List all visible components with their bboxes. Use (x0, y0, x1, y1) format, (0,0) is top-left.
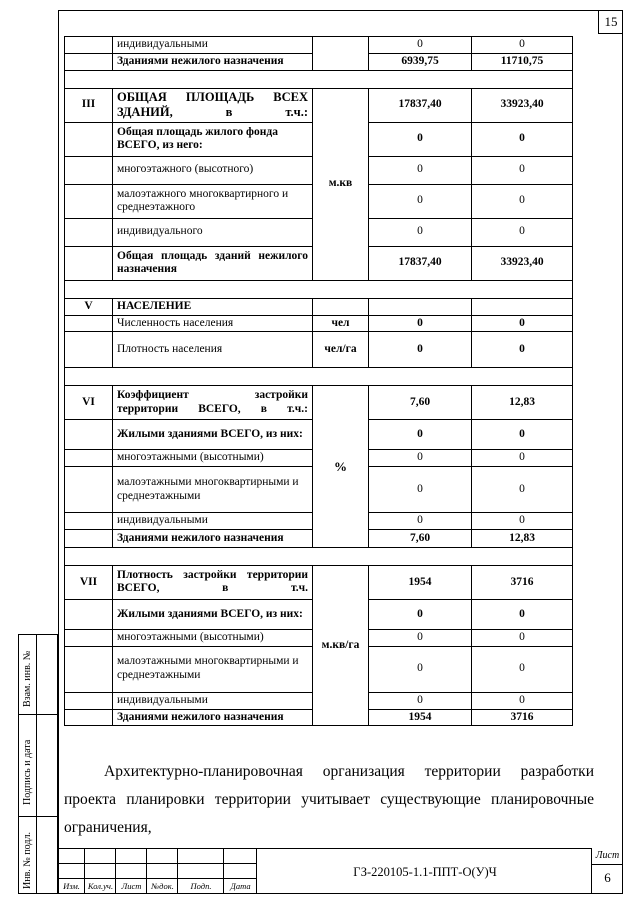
table-row: VI Коэффициент застройки территории ВСЕГО, в т.ч.: % 7,60 12,83 (65, 386, 573, 420)
inv-podl-label: Инв. № подл. (22, 832, 33, 889)
sheet-number-bottom: 6 (604, 870, 611, 885)
table-row: индивидуальными 0 0 (65, 513, 573, 530)
table-row: индивидуальными 0 0 (65, 37, 573, 54)
side-stamp (18, 634, 58, 894)
table-row: Численность населения чел 0 0 (65, 315, 573, 332)
spacer-row (65, 547, 573, 565)
sheet-number-top: 15 (598, 10, 623, 34)
kol-label: Кол.уч. (87, 881, 114, 891)
vzam-inv-label: Взам. инв. № (22, 650, 33, 707)
table-row: индивидуальными 0 0 (65, 692, 573, 709)
table-row: Общая площадь жилого фонда ВСЕГО, из него: 0 0 (65, 122, 573, 156)
spacer-row (65, 70, 573, 88)
table-row: Жилыми зданиями ВСЕГО, из них: 0 0 (65, 599, 573, 629)
list-label: Лист (121, 881, 142, 891)
document-code: ГЗ-220105-1.1-ППТ-О(У)Ч (353, 865, 497, 879)
signature-date-label: Подпись и дата (22, 739, 33, 805)
table-row: Зданиями нежилого назначения 1954 3716 (65, 709, 573, 726)
podp-label: Подп. (190, 881, 212, 891)
table-row: VII Плотность застройки территории ВСЕГО, в т.ч. м.кв/га 1954 3716 (65, 565, 573, 599)
table-row: многоэтажного (высотного) 0 0 (65, 156, 573, 184)
table-row: индивидуального 0 0 (65, 218, 573, 246)
table-row: малоэтажного многоквартирного и среднеэтажного 0 0 (65, 184, 573, 218)
table-row: Общая площадь зданий нежилого назначения 17837,40 33923,40 (65, 246, 573, 280)
table-row: Зданиями нежилого назначения 7,60 12,83 (65, 529, 573, 547)
spacer-row (65, 280, 573, 298)
table-row: III ОБЩАЯ ПЛОЩАДЬ ВСЕХ ЗДАНИЙ, в т.ч.: м.кв 17837,40 33923,40 (65, 88, 573, 122)
table-row: V НАСЕЛЕНИЕ (65, 298, 573, 315)
ndok-label: №док. (151, 881, 174, 891)
izm-label: Изм. (63, 881, 80, 891)
body-paragraph: Архитектурно-планировочная организация территории разработки проекта планировки территории учитывает существующие планировочные ограничения, (64, 763, 594, 836)
table-row: многоэтажными (высотными) 0 0 (65, 629, 573, 646)
spacer-row (65, 368, 573, 386)
data-label: Дата (230, 881, 251, 891)
table-row: Жилыми зданиями ВСЕГО, из них: 0 0 (65, 420, 573, 450)
table-row: Плотность населения чел/га 0 0 (65, 332, 573, 368)
indicators-table (64, 36, 573, 726)
table-row: малоэтажными многоквартирными и среднеэтажными 0 0 (65, 467, 573, 513)
table-row: малоэтажными многоквартирными и среднеэтажными 0 0 (65, 646, 573, 692)
table-row: Зданиями нежилого назначения 6939,75 11710,75 (65, 53, 573, 70)
sheet-label: Лист (595, 850, 620, 861)
table-row: многоэтажными (высотными) 0 0 (65, 450, 573, 467)
